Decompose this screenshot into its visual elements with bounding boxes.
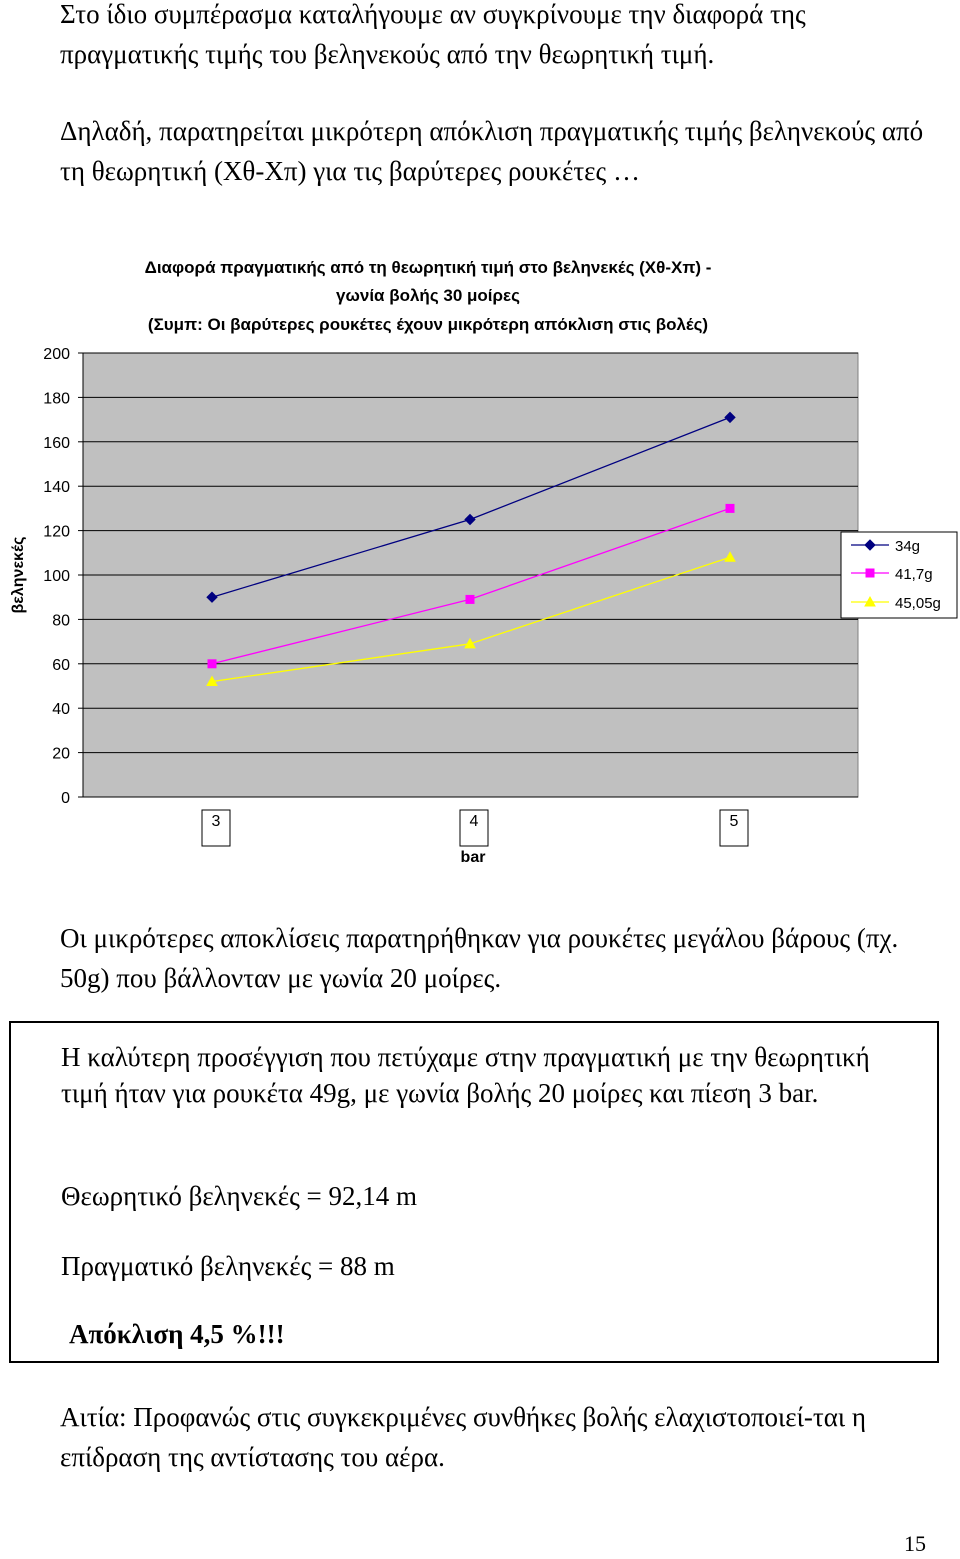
y-axis-title: βεληνεκές: [10, 536, 27, 614]
legend-marker: [866, 569, 874, 577]
page-number: 15: [904, 1531, 926, 1556]
y-tick-label: 0: [61, 790, 70, 807]
chart-title-line: (Συμπ: Οι βαρύτερες ρουκέτες έχουν μικρότερη απόκλιση στις βολές): [147, 315, 709, 334]
x-category-label: 4: [469, 813, 479, 830]
y-tick-label: 80: [52, 612, 70, 630]
y-tick-label: 40: [52, 701, 70, 719]
deviation: Απόκλιση 4,5 %!!!: [69, 1319, 285, 1349]
y-tick-label: 160: [43, 434, 70, 452]
legend-label: 41,7g: [895, 566, 933, 583]
x-category-label: 5: [729, 813, 739, 830]
y-tick-label: 180: [43, 390, 70, 408]
best-result-text: Η καλύτερη προσέγγιση που πετύχαμε στην πραγματική με την θεωρητική τιμή ήταν για ρουκέτα 49g, με γωνία βολής 20 μοίρες και πίεση 3 bar.: [61, 1042, 870, 1108]
y-tick-label: 100: [43, 568, 70, 585]
y-tick-label: 60: [52, 656, 70, 674]
y-tick-label: 200: [43, 346, 70, 363]
data-point: [466, 595, 474, 603]
legend-label: 34g: [895, 538, 921, 555]
theoretical-range: Θεωρητικό βεληνεκές = 92,14 m: [61, 1181, 418, 1211]
chart-title-line: Διαφορά πραγματικής από τη θεωρητική τιμή στο βεληνεκές (Χθ-Χπ) -: [144, 258, 712, 277]
data-point: [726, 504, 734, 512]
range-difference-chart: [0, 240, 960, 880]
legend-label: 45,05g: [895, 595, 941, 612]
observation-paragraph: Δηλαδή, παρατηρείται μικρότερη απόκλιση πραγματικής τιμής βεληνεκούς από τη θεωρητική (Χθ-Χπ) για τις βαρύτερες ρουκέτες …: [60, 116, 924, 186]
y-tick-label: 140: [43, 479, 70, 497]
y-tick-label: 20: [52, 745, 70, 763]
actual-range: Πραγματικό βεληνεκές = 88 m: [61, 1251, 395, 1281]
x-category-label: 3: [211, 813, 221, 830]
cause-paragraph: Αιτία: Προφανώς στις συγκεκριμένες συνθήκες βολής ελαχιστοποιεί-ται η επίδραση της αντίστασης του αέρα.: [60, 1402, 867, 1472]
data-point: [208, 660, 216, 668]
x-axis-title: bar: [460, 849, 486, 866]
chart-title-line: γωνία βολής 30 μοίρες: [336, 286, 520, 305]
intro-paragraph: Στο ίδιο συμπέρασμα καταλήγουμε αν συγκρίνουμε την διαφορά της πραγματικής τιμής του βεληνεκούς από την θεωρητική τιμή.: [60, 0, 806, 69]
y-tick-label: 120: [43, 523, 70, 541]
best-result-box: [9, 1021, 939, 1363]
conclusion-paragraph: Οι μικρότερες αποκλίσεις παρατηρήθηκαν για ρουκέτες μεγάλου βάρους (πχ. 50g) που βάλλονταν με γωνία 20 μοίρες.: [60, 923, 899, 993]
